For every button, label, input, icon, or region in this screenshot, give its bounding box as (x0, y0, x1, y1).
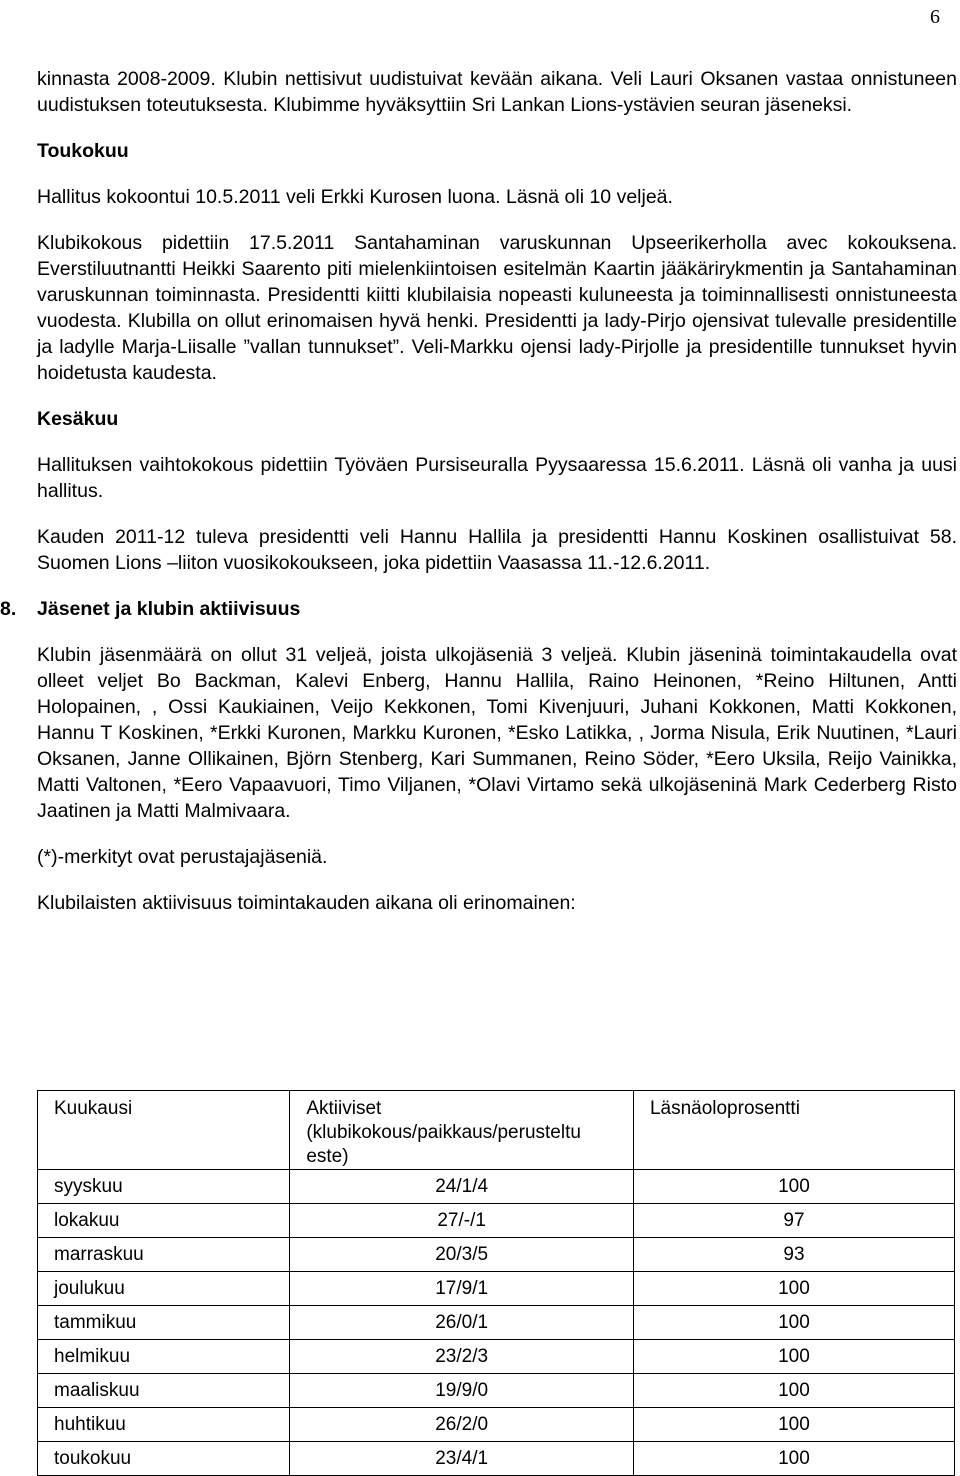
table-row (38, 1442, 955, 1476)
paragraph-klubikokous: Klubikokous pidettiin 17.5.2011 Santahaminan varuskunnan Upseerikerholla avec kokouksena. Everstiluutnantti Heikki Saarento piti mielenkiintoisen esitelmän Kaartin jääkärirykmentin ja Santahaminan varuskunnan toiminnasta. Presidentti kiitti klubilaisia nopeasti kuluneesta ja toiminnallisesti onnistuneesta vuodesta. Klubilla on ollut erinomaisen hyvä henki. Presidentti ja lady-Pirjo ojensivat tulevalle presidentille ja ladylle Marja-Liisalle ”vallan tunnukset”. Veli-Markku ojensi lady-Pirjolle ja presidentille tunnukset hyvin hoidetusta kaudesta. (37, 232, 957, 384)
table-cell-month: syyskuu (38, 1170, 290, 1204)
table-cell-month: helmikuu (38, 1340, 290, 1374)
section-heading (0, 596, 957, 622)
paragraph-perustajat: (*)-merkityt ovat perustajajäseniä. (37, 846, 328, 868)
table-cell-month: maaliskuu (38, 1374, 290, 1408)
table-cell-active: 26/0/1 (290, 1306, 634, 1340)
table-header-cell: Läsnäoloprosentti (633, 1091, 954, 1170)
table-row (38, 1204, 955, 1238)
table-cell-active: 17/9/1 (290, 1272, 634, 1306)
table-cell-active: 27/-/1 (290, 1204, 634, 1238)
paragraph-hallitus: Hallitus kokoontui 10.5.2011 veli Erkki Kurosen luona. Läsnä oli 10 veljeä. (37, 186, 673, 208)
table-cell-percent: 97 (633, 1204, 954, 1238)
table-cell-percent: 100 (633, 1340, 954, 1374)
table-row (38, 1170, 955, 1204)
paragraph-aktiivisuus: Klubilaisten aktiivisuus toimintakauden aikana oli erinomainen: (37, 892, 576, 914)
table-row (38, 1340, 955, 1374)
table-row (38, 1374, 955, 1408)
table-cell-active: 20/3/5 (290, 1238, 634, 1272)
table-header-row (38, 1091, 955, 1170)
table-cell-month: lokakuu (38, 1204, 290, 1238)
table-cell-percent: 93 (633, 1238, 954, 1272)
table-header-cell: Kuukausi (38, 1091, 290, 1170)
table-cell-active: 26/2/0 (290, 1408, 634, 1442)
paragraph-intro: kinnasta 2008-2009. Klubin nettisivut uudistuivat kevään aikana. Veli Lauri Oksanen vastaa onnistuneen uudistuksen toteutuksesta. Klubimme hyväksyttiin Sri Lankan Lions-ystävien seuran jäseneksi. (37, 68, 957, 116)
table-row (38, 1306, 955, 1340)
document-body (0, 66, 957, 916)
section-title: Jäsenet ja klubin aktiivisuus (37, 598, 301, 620)
paragraph-vaihtokokous: Hallituksen vaihtokokous pidettiin Työväen Pursiseuralla Pyysaaressa 15.6.2011. Läsnä oli vanha ja uusi hallitus. (37, 454, 957, 502)
table-cell-active: 23/2/3 (290, 1340, 634, 1374)
heading-kesakuu: Kesäkuu (37, 408, 119, 430)
table-cell-percent: 100 (633, 1408, 954, 1442)
table-cell-month: toukokuu (38, 1442, 290, 1476)
section-number: 8. (0, 598, 17, 620)
table-cell-month: huhtikuu (38, 1408, 290, 1442)
table-cell-month: joulukuu (38, 1272, 290, 1306)
table-cell-percent: 100 (633, 1374, 954, 1408)
paragraph-jasenet: Klubin jäsenmäärä on ollut 31 veljeä, joista ulkojäseniä 3 veljeä. Klubin jäseninä toimintakaudella ovat olleet veljet Bo Backman, Kalevi Enberg, Hannu Hallila, Raino Heinonen, *Reino Hiltunen, Antti Holopainen, , Ossi Kaukiainen, Veijo Kekkonen, Tomi Kivenjuuri, Juhani Kokkonen, Matti Kokkonen, Hannu T Koskinen, *Erkki Kuronen, Markku Kuronen, *Esko Latikka, , Jorma Nisula, Erik Nuutinen, *Lauri Oksanen, Janne Ollikainen, Björn Stenberg, Kari Summanen, Reino Söder, *Eero Uksila, Reijo Vainikka, Matti Valtonen, *Eero Vapaavuori, Timo Viljanen, *Olavi Virtamo sekä ulkojäseninä Mark Cederberg Risto Jaatinen ja Matti Malmivaara. (37, 644, 957, 822)
table-row (38, 1272, 955, 1306)
table-cell-active: 23/4/1 (290, 1442, 634, 1476)
table-header-cell: Aktiiviset (klubikokous/paikkaus/perusteltu este) (290, 1091, 634, 1170)
page-number: 6 (930, 6, 940, 28)
table-row (38, 1408, 955, 1442)
table-cell-active: 24/1/4 (290, 1170, 634, 1204)
table-row (38, 1238, 955, 1272)
table-cell-percent: 100 (633, 1272, 954, 1306)
activity-table (37, 1090, 955, 1476)
table-cell-percent: 100 (633, 1306, 954, 1340)
table-cell-percent: 100 (633, 1170, 954, 1204)
table-cell-month: marraskuu (38, 1238, 290, 1272)
table-cell-active: 19/9/0 (290, 1374, 634, 1408)
heading-toukokuu: Toukokuu (37, 140, 129, 162)
table-cell-percent: 100 (633, 1442, 954, 1476)
paragraph-vuosikokous: Kauden 2011-12 tuleva presidentti veli Hannu Hallila ja presidentti Hannu Koskinen osallistuivat 58. Suomen Lions –liiton vuosikokoukseen, joka pidettiin Vaasassa 11.-12.6.2011. (37, 526, 957, 574)
table-cell-month: tammikuu (38, 1306, 290, 1340)
